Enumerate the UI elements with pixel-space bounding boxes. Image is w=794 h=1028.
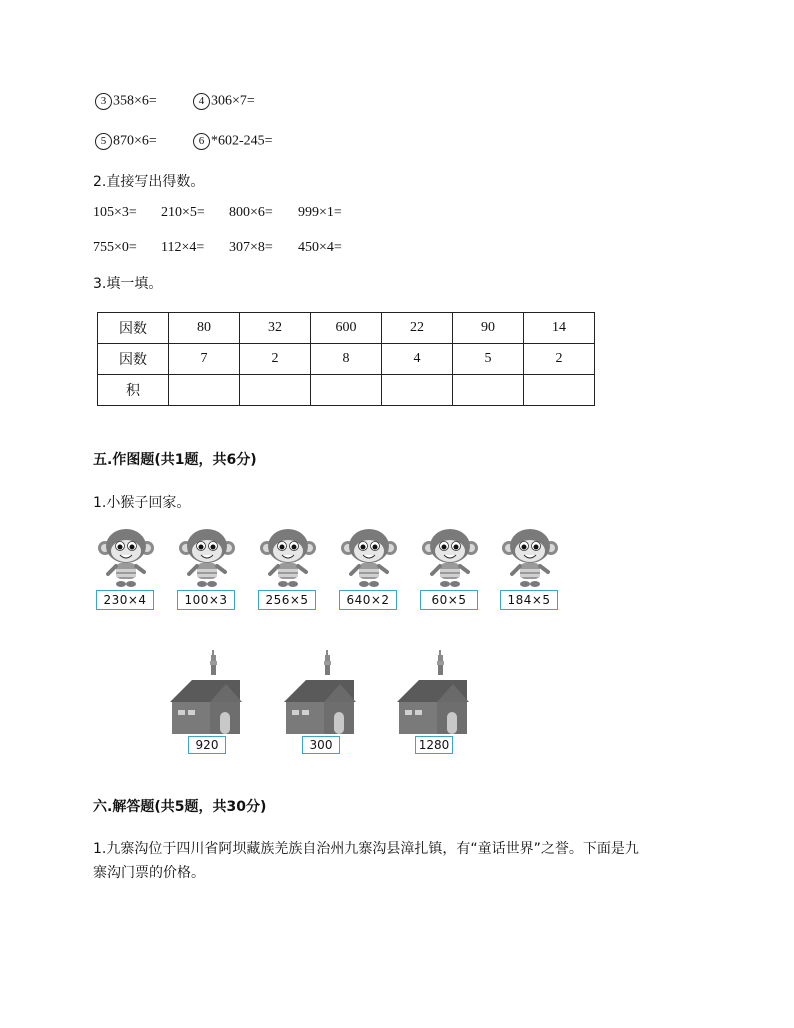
table-cell: 4 [382,344,453,375]
q2-item: 800×6= [229,205,273,220]
answer-cell[interactable] [240,375,311,406]
house-3[interactable] [397,650,469,754]
house-icon [284,650,356,736]
q2-item: 450×4= [298,240,342,255]
answer-cell[interactable] [169,375,240,406]
table-cell: 积 [98,375,169,406]
answer-cell[interactable] [382,375,453,406]
calc-expression: 306×7= [211,93,255,109]
answer-cell[interactable] [311,375,382,406]
house-label: 300 [302,736,340,754]
monkey-icon [339,528,399,590]
circled-number: 6 [193,133,210,150]
calc-expression: 358×6= [113,93,157,109]
table-cell: 22 [382,313,453,344]
table-cell: 7 [169,344,240,375]
monkey-icon [96,528,156,590]
question-3-title: 3.填一填。 [93,276,163,292]
q2-item: 307×8= [229,240,273,255]
section-5-question-1: 1.小猴子回家。 [93,495,191,511]
table-row [98,375,595,406]
calc-item-3 [95,93,157,110]
factor-table [97,312,595,406]
answer-cell[interactable] [453,375,524,406]
table-cell: 14 [524,313,595,344]
q2-item: 112×4= [161,240,205,255]
table-row [98,313,595,344]
calc-expression: *602-245= [211,133,273,149]
monkey-icon [500,528,560,590]
table-cell: 90 [453,313,524,344]
table-cell: 因数 [98,313,169,344]
monkey-6[interactable] [500,528,560,612]
house-label: 920 [188,736,226,754]
table-row [98,344,595,375]
table-cell: 32 [240,313,311,344]
section-6-heading: 六.解答题(共5题，共30分) [93,799,267,815]
monkey-label: 100×3 [177,590,235,610]
monkey-icon [420,528,480,590]
monkey-icon [258,528,318,590]
calc-item-6 [193,133,273,150]
monkey-icon [177,528,237,590]
question-2-title: 2.直接写出得数。 [93,174,205,190]
monkey-2[interactable] [177,528,237,612]
monkey-3[interactable] [258,528,318,612]
calc-item-5 [95,133,157,150]
table-cell: 80 [169,313,240,344]
calc-expression: 870×6= [113,133,157,149]
monkey-5[interactable] [420,528,480,612]
monkey-1[interactable] [96,528,156,612]
calc-item-4 [193,93,255,110]
q2-item: 210×5= [161,205,205,220]
answer-cell[interactable] [524,375,595,406]
q2-item: 755×0= [93,240,137,255]
section-6-question-1-line-2: 寨沟门票的价格。 [93,865,205,881]
house-icon [170,650,242,736]
monkey-label: 60×5 [420,590,478,610]
monkey-label: 184×5 [500,590,558,610]
house-label: 1280 [415,736,453,754]
monkey-4[interactable] [339,528,399,612]
q2-item: 999×1= [298,205,342,220]
monkey-label: 230×4 [96,590,154,610]
circled-number: 5 [95,133,112,150]
table-cell: 600 [311,313,382,344]
table-cell: 5 [453,344,524,375]
house-icon [397,650,469,736]
monkey-label: 256×5 [258,590,316,610]
circled-number: 3 [95,93,112,110]
house-1[interactable] [170,650,242,754]
circled-number: 4 [193,93,210,110]
table-cell: 2 [524,344,595,375]
q2-item: 105×3= [93,205,137,220]
table-cell: 因数 [98,344,169,375]
house-2[interactable] [284,650,356,754]
section-6-question-1-line-1: 1.九寨沟位于四川省阿坝藏族羌族自治州九寨沟县漳扎镇，有“童话世界”之誉。下面是九 [93,841,639,857]
table-cell: 2 [240,344,311,375]
section-5-heading: 五.作图题(共1题，共6分) [93,452,257,468]
monkey-label: 640×2 [339,590,397,610]
table-cell: 8 [311,344,382,375]
